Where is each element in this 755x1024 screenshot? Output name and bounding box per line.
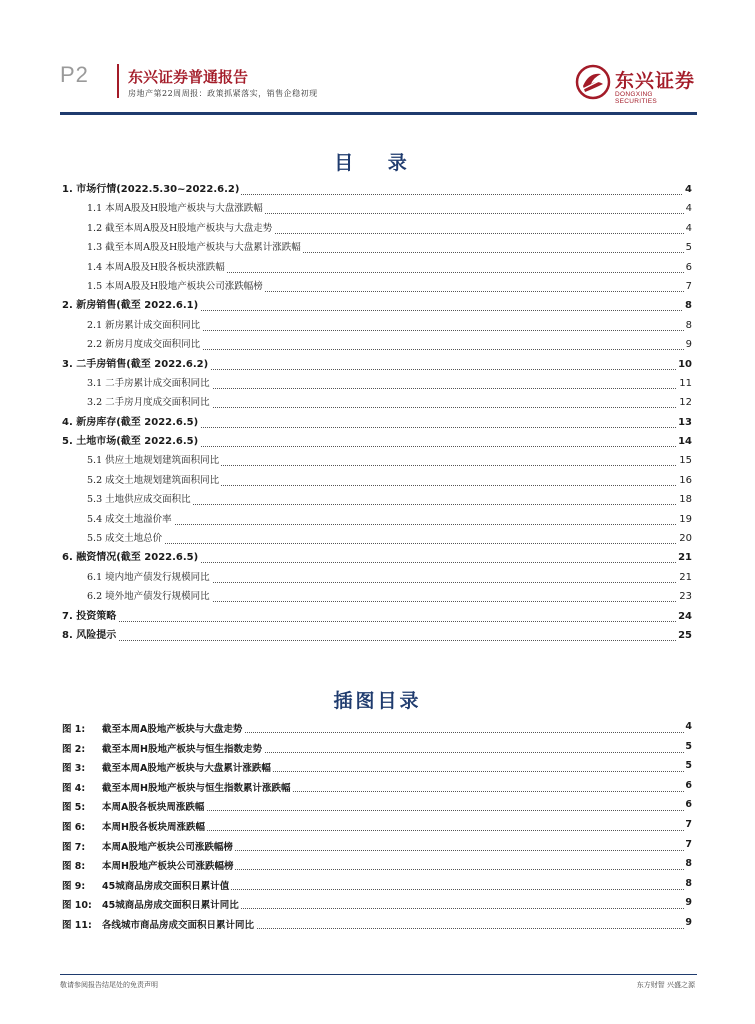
toc-entry-label: 1.1 本周A股及H股地产板块与大盘涨跌幅 <box>87 203 263 215</box>
toc-entry-label: 2. 新房销售(截至 2022.6.1) <box>62 300 199 312</box>
toc-title: 目 录 <box>334 152 421 174</box>
figure-entry-number: 图 4: <box>62 780 102 794</box>
toc-entry[interactable] <box>62 239 692 258</box>
figure-entry-label: 本周A股各板块周涨跌幅 <box>102 799 206 813</box>
toc-entry[interactable] <box>62 452 692 471</box>
toc-entry-label: 1.4 本周A股及H股各板块涨跌幅 <box>87 261 225 273</box>
toc-entry-label: 4. 新房库存(截至 2022.6.5) <box>62 416 199 428</box>
toc-entry[interactable] <box>62 356 692 375</box>
toc-entry-page: 14 <box>678 436 692 448</box>
figure-entry-label: 45城商品房成交面积日累计同比 <box>102 897 241 911</box>
figure-entry-label: 各线城市商品房成交面积日累计同比 <box>102 917 256 931</box>
page-header <box>0 0 755 118</box>
toc-entry-page: 18 <box>679 494 692 506</box>
figure-entry-number: 图 6: <box>62 819 102 833</box>
toc-entry-label: 2.1 新房累计成交面积同比 <box>87 319 201 331</box>
toc-entry-label: 5.2 成交土地规划建筑面积同比 <box>87 474 220 486</box>
toc-entry-page: 8 <box>685 319 692 331</box>
figure-entry[interactable] <box>62 836 692 856</box>
toc-entry-label: 3.2 二手房月度成交面积同比 <box>87 397 210 409</box>
figure-entry-page: 7 <box>685 838 692 850</box>
toc-entry[interactable] <box>62 220 692 239</box>
figure-entry-page: 9 <box>685 897 692 909</box>
toc-entry-page: 20 <box>679 533 692 545</box>
toc-entry-page: 25 <box>678 629 692 641</box>
figure-entry-number: 图 3: <box>62 760 102 774</box>
table-of-contents <box>62 181 692 646</box>
logo-text-cn: 东兴证券 <box>615 70 696 92</box>
figure-entry-page: 9 <box>685 916 692 928</box>
toc-entry[interactable] <box>62 588 692 607</box>
company-logo <box>575 64 695 104</box>
toc-entry-page: 4 <box>685 184 692 195</box>
toc-entry-page: 16 <box>679 474 692 486</box>
toc-entry[interactable] <box>62 627 692 646</box>
figure-entry-number: 图 9: <box>62 878 102 892</box>
report-brand-title: 东兴证券普通报告 <box>128 68 249 86</box>
toc-entry-label: 3.1 二手房累计成交面积同比 <box>87 377 210 389</box>
toc-entry-page: 5 <box>685 242 692 254</box>
toc-entry[interactable] <box>62 317 692 336</box>
figure-entry[interactable] <box>62 777 692 797</box>
figure-entry-label: 截至本周H股地产板块与恒生指数累计涨跌幅 <box>102 780 292 794</box>
figure-entry[interactable] <box>62 757 692 777</box>
toc-entry[interactable] <box>62 336 692 355</box>
toc-entry-label: 6. 融资情况(截至 2022.6.5) <box>62 552 199 564</box>
toc-entry-page: 21 <box>679 571 692 583</box>
toc-entry-label: 2.2 新房月度成交面积同比 <box>87 339 201 351</box>
figure-entry[interactable] <box>62 894 692 914</box>
toc-entry-label: 5.4 成交土地溢价率 <box>87 513 172 525</box>
toc-entry[interactable] <box>62 511 692 530</box>
figure-entry-number: 图 11: <box>62 917 102 931</box>
toc-entry[interactable] <box>62 394 692 413</box>
figure-list-title: 插图目录 <box>333 690 422 712</box>
toc-entry-label: 6.2 境外地产债发行规模同比 <box>87 591 210 603</box>
toc-entry-page: 13 <box>678 416 692 428</box>
figure-entry-page: 7 <box>685 818 692 830</box>
toc-entry[interactable] <box>62 608 692 627</box>
toc-entry[interactable] <box>62 375 692 394</box>
toc-entry-page: 7 <box>685 280 692 292</box>
toc-entry[interactable] <box>62 491 692 510</box>
figure-entry-label: 截至本周A股地产板块与大盘走势 <box>102 721 244 735</box>
figure-entry-page: 5 <box>685 760 692 772</box>
footer-rule <box>60 974 697 975</box>
toc-entry[interactable] <box>62 472 692 491</box>
footer-disclaimer: 敬请参阅报告结尾处的免责声明 <box>60 981 158 989</box>
toc-entry-page: 15 <box>679 455 692 467</box>
toc-entry-label: 5. 土地市场(截至 2022.6.5) <box>62 436 199 448</box>
figure-entry[interactable] <box>62 738 692 758</box>
figure-entry-page: 6 <box>685 779 692 791</box>
toc-entry-label: 5.3 土地供应成交面积比 <box>87 494 191 506</box>
toc-entry-page: 6 <box>685 261 692 273</box>
toc-entry-label: 6.1 境内地产债发行规模同比 <box>87 571 210 583</box>
figure-entry[interactable] <box>62 855 692 875</box>
toc-leader-dots <box>62 621 684 622</box>
toc-entry[interactable] <box>62 200 692 219</box>
toc-entry[interactable] <box>62 278 692 297</box>
header-rule <box>60 112 697 115</box>
toc-entry-page: 10 <box>678 358 692 370</box>
page-number: P2 <box>60 62 89 87</box>
figure-entry[interactable] <box>62 796 692 816</box>
figure-entry-number: 图 1: <box>62 721 102 735</box>
toc-entry-page: 8 <box>685 300 692 312</box>
toc-entry[interactable] <box>62 181 692 200</box>
toc-entry[interactable] <box>62 530 692 549</box>
figure-entry-page: 6 <box>685 799 692 811</box>
toc-entry[interactable] <box>62 259 692 278</box>
toc-entry-page: 23 <box>679 591 692 603</box>
figure-entry-label: 45城商品房成交面积日累计值 <box>102 878 231 892</box>
toc-entry-label: 5.5 成交土地总价 <box>87 533 163 545</box>
toc-entry-page: 24 <box>678 610 692 622</box>
toc-leader-dots <box>87 524 684 525</box>
toc-leader-dots <box>62 640 684 641</box>
toc-leader-dots <box>87 543 684 544</box>
figure-entry-page: 8 <box>685 858 692 870</box>
header-divider <box>117 64 119 98</box>
figure-entry-number: 图 10: <box>62 897 102 911</box>
figure-entry[interactable] <box>62 875 692 895</box>
figure-entry-number: 图 5: <box>62 799 102 813</box>
report-subtitle: 房地产第22周周报：政策抓紧落实，销售企稳初现 <box>128 89 318 98</box>
figure-entry-label: 截至本周H股地产板块与恒生指数走势 <box>102 741 264 755</box>
logo-mark-icon <box>575 64 611 100</box>
toc-entry[interactable] <box>62 569 692 588</box>
toc-entry-label: 1. 市场行情(2022.5.30~2022.6.2) <box>62 184 240 195</box>
toc-entry[interactable] <box>62 433 692 452</box>
figure-entry-label: 本周A股地产板块公司涨跌幅榜 <box>102 839 235 853</box>
logo-text-en: DONGXING SECURITIES <box>615 91 658 105</box>
toc-entry-label: 1.2 截至本周A股及H股地产板块与大盘走势 <box>87 222 273 234</box>
figure-entry-label: 本周H股地产板块公司涨跌幅榜 <box>102 858 235 872</box>
toc-entry-page: 9 <box>685 339 692 351</box>
toc-entry-label: 3. 二手房销售(截至 2022.6.2) <box>62 358 209 370</box>
figure-entry-page: 8 <box>685 877 692 889</box>
figure-entry-label: 截至本周A股地产板块与大盘累计涨跌幅 <box>102 760 273 774</box>
toc-entry-page: 4 <box>685 203 692 215</box>
figure-entry[interactable] <box>62 718 692 738</box>
figure-entry[interactable] <box>62 914 692 934</box>
toc-entry-page: 21 <box>678 552 692 564</box>
figure-entry-number: 图 2: <box>62 741 102 755</box>
toc-entry-page: 4 <box>685 222 692 234</box>
toc-entry-label: 7. 投资策略 <box>62 610 117 622</box>
toc-entry-label: 1.5 本周A股及H股地产板块公司涨跌幅榜 <box>87 280 263 292</box>
toc-entry[interactable] <box>62 414 692 433</box>
footer-slogan: 东方财智 兴盛之源 <box>636 981 695 989</box>
figure-entry-number: 图 8: <box>62 858 102 872</box>
figure-entry-page: 4 <box>685 721 692 732</box>
toc-entry-label: 8. 风险提示 <box>62 629 117 641</box>
figure-entry-page: 5 <box>685 740 692 752</box>
toc-entry-label: 1.3 截至本周A股及H股地产板块与大盘累计涨跌幅 <box>87 242 301 254</box>
toc-entry-page: 19 <box>679 513 692 525</box>
figure-entry-number: 图 7: <box>62 839 102 853</box>
toc-entry[interactable] <box>62 549 692 568</box>
toc-entry[interactable] <box>62 297 692 316</box>
figure-entry[interactable] <box>62 816 692 836</box>
figure-list <box>62 718 692 934</box>
figure-entry-label: 本周H股各板块周涨跌幅 <box>102 819 207 833</box>
toc-entry-page: 11 <box>679 377 692 389</box>
toc-entry-page: 12 <box>679 397 692 409</box>
toc-entry-label: 5.1 供应土地规划建筑面积同比 <box>87 455 220 467</box>
